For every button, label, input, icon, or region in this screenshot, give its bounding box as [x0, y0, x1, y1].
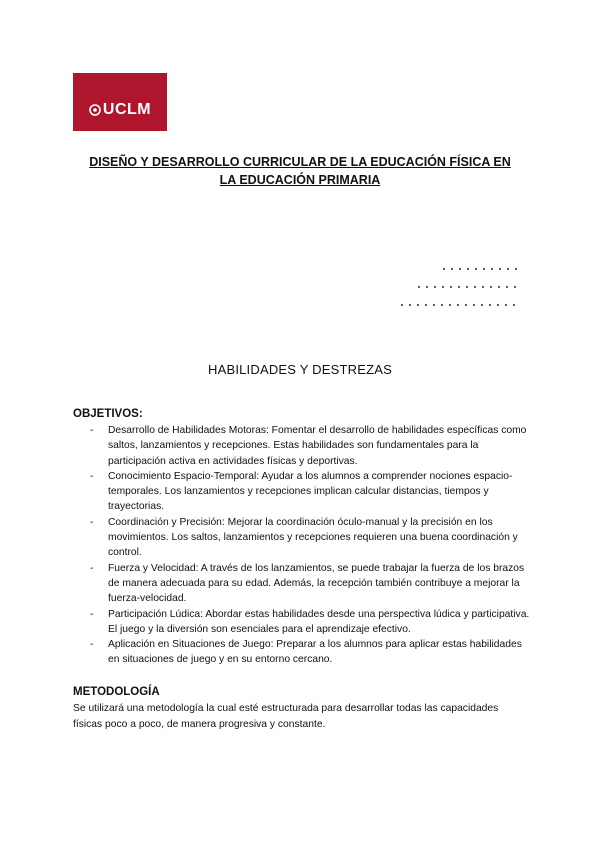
title-line-2: LA EDUCACIÓN PRIMARIA: [219, 173, 381, 187]
objective-item: - Aplicación en Situaciones de Juego: Preparar a los alumnos para aplicar estas habilidades en situaciones de juego y en su entorno cercano.: [73, 637, 533, 668]
author-name-2: [415, 286, 520, 288]
author-names-blurred: [370, 268, 520, 322]
subject-heading: HABILIDADES Y DESTREZAS: [207, 362, 392, 377]
logo-text: UCLM: [102, 101, 152, 118]
objective-item: - Conocimiento Espacio-Temporal: Ayudar a los alumnos a comprender nociones espacio-temporales. Los lanzamientos y recepciones implican calcular distancias, tiempos y trayectorias.: [73, 469, 533, 515]
objectives-heading: OBJETIVOS:: [73, 408, 143, 420]
author-name-1: [440, 268, 520, 270]
document-title: [60, 153, 540, 189]
objective-item: - Fuerza y Velocidad: A través de los lanzamientos, se puede trabajar la fuerza de los brazos de manera adecuada para su edad. Además, la recepción también contribuye a mejorar la fuerza-velocidad.: [73, 561, 533, 607]
objective-item: - Participación Lúdica: Abordar estas habilidades desde una perspectiva lúdica y participativa. El juego y la diversión son esenciales para el aprendizaje efectivo.: [73, 607, 533, 638]
uclm-emblem-icon: [89, 104, 101, 116]
objective-item: - Desarrollo de Habilidades Motoras: Fomentar el desarrollo de habilidades específicas como saltos, lanzamientos y recepciones. Estas habilidades son fundamentales para la participación activa en actividades físicas y deportivas.: [73, 423, 533, 469]
uclm-logo: [73, 73, 167, 131]
methodology-text: Se utilizará una metodología la cual esté estructurada para desarrollar todas las capacidades físicas poco a poco, de manera progresiva y constante.: [73, 703, 499, 730]
methodology-heading: METODOLOGÍA: [73, 686, 160, 698]
title-line-1: DISEÑO Y DESARROLLO CURRICULAR DE LA EDUCACIÓN FÍSICA EN: [89, 155, 511, 169]
author-name-3: [398, 304, 520, 306]
objectives-list: [73, 423, 533, 668]
objective-item: - Coordinación y Precisión: Mejorar la coordinación óculo-manual y la precisión en los movimientos. Los saltos, lanzamientos y recepciones requieren una buena coordinación y control.: [73, 515, 533, 561]
